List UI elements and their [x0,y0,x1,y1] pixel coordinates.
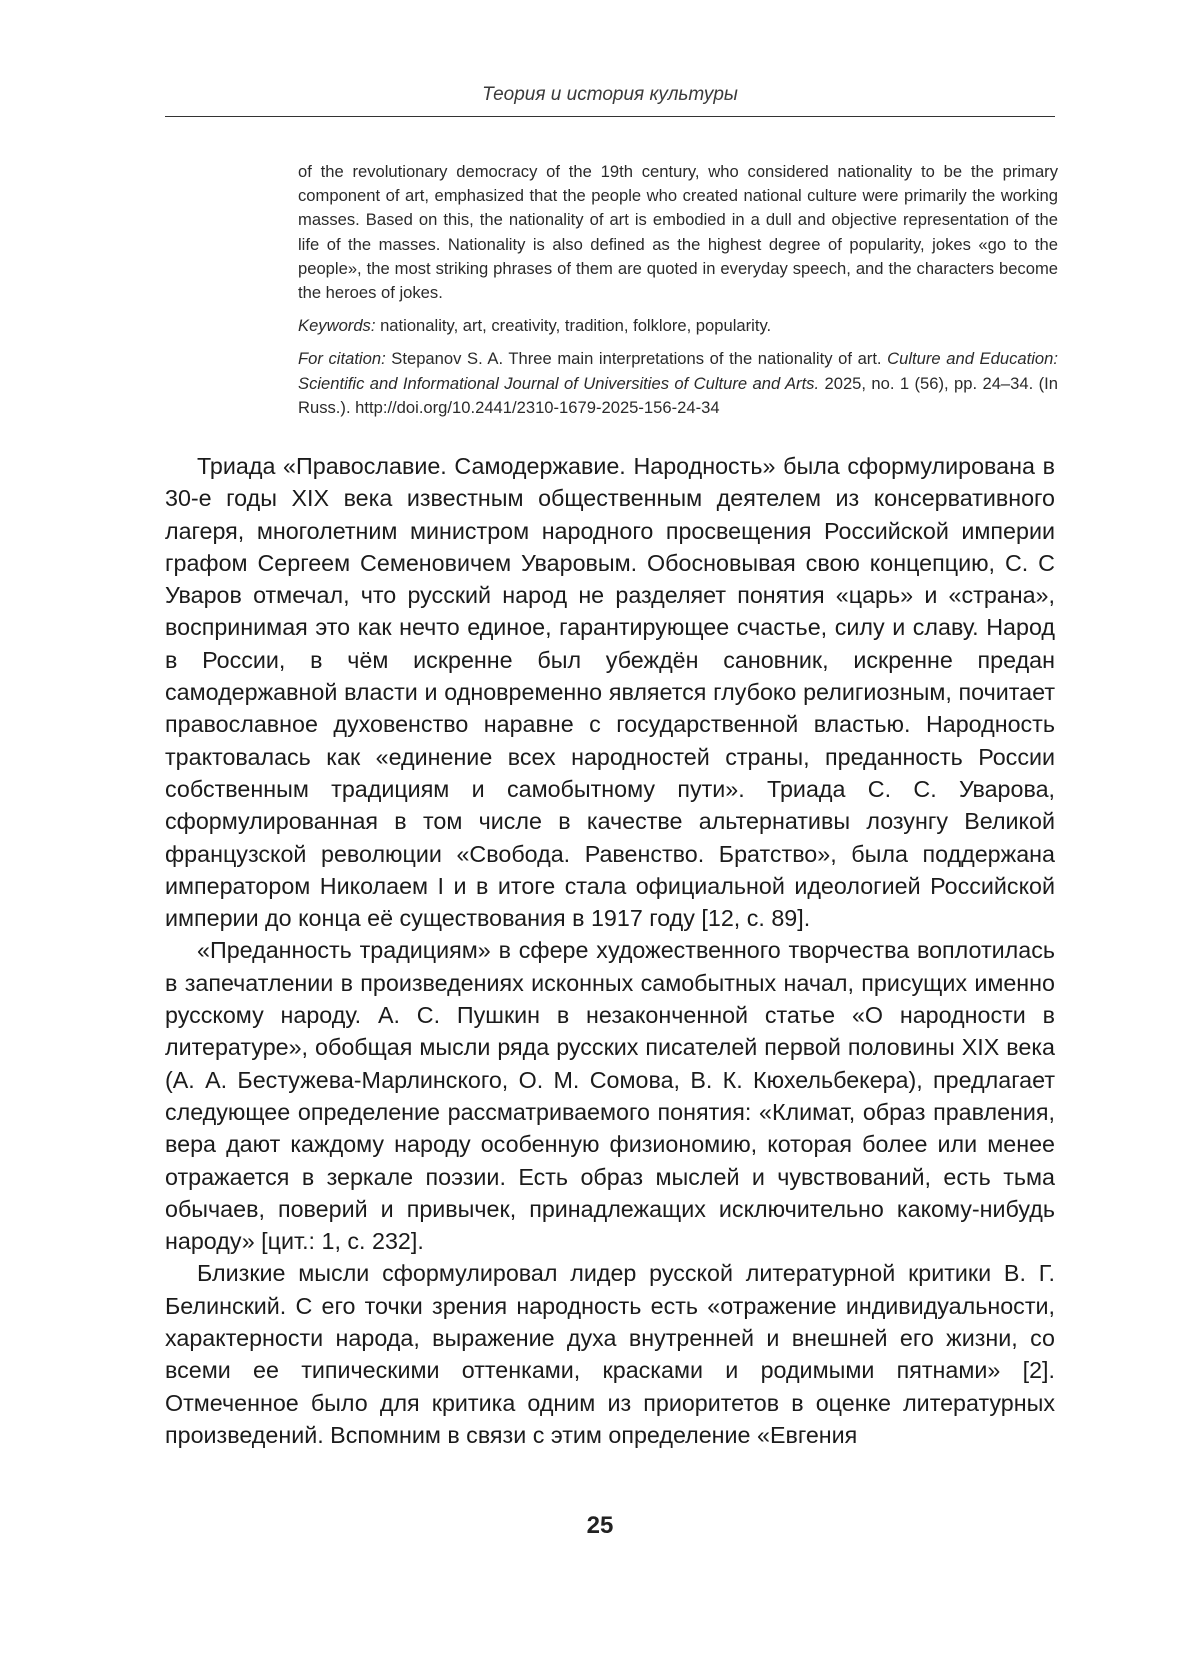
page-number: 25 [586,1512,614,1539]
keywords-text: nationality, art, creativity, tradition, folklore, popularity. [375,316,772,336]
abstract-block [298,160,1058,429]
citation-journal: Culture and Education: Scientific and Informational Journal of Universities of Culture and Arts. [298,349,1058,393]
running-header: Теория и история культуры [482,84,738,105]
citation-label: For citation: [298,349,386,369]
abstract-summary: of the revolutionary democracy of the 19th century, who considered nationality to be the primary component of art, emphasized that the people who created national culture were primarily the working masses. Based on this, the nationality of art is embodied in a dull and objective representation of the life of the masses. Nationality is also defined as the highest degree of popularity, jokes «go to the people», the most striking phrases of them are quoted in everyday speech, and the characters become the heroes of jokes. [298,162,1058,303]
keywords-line [298,314,1058,338]
article-body [165,450,1055,1451]
citation-line [298,347,1058,420]
citation-text: Stepanov S. A. Three main interpretations of the nationality of art. [385,349,888,369]
body-paragraph-3: Близкие мысли сформулировал лидер русской литературной критики В. Г. Белинский. С его точки зрения народность есть «отражение индивидуальности, характерности народа, выражение духа внутренней и внешней его жизни, со всеми ее типическими оттенками, красками и родимыми пятнами» [2]. Отмеченное было для критика одним из приоритетов в оценке литературных произведений. Вспомним в связи с этим определение «Евгения [165,1260,1055,1448]
citation-doi-link[interactable]: 2025, no. 1 (56), pp. 24–34. (In Russ.). http://doi.org/10.2441/2310-1679-2025-156-24-34 [298,373,1058,417]
keywords-label: Keywords: [298,316,376,336]
header-divider [165,116,1055,117]
body-paragraph-2: «Преданность традициям» в сфере художественного творчества воплотилась в запечатлении в произведениях исконных самобытных начал, присущих именно русскому народу. А. С. Пушкин в незаконченной статье «О народности в литературе», обобщая мысли ряда русских писателей первой половины XIX века (А. А. Бестужева-Марлинского, О. М. Сомова, В. К. Кюхельбекера), предлагает следующее определение рассматриваемого понятия: «Климат, образ правления, вера дают каждому народу особенную физиономию, которая более или менее отражается в зеркале поэзии. Есть образ мыслей и чувствований, есть тьма обычаев, поверий и привычек, принадлежащих исключительно какому-нибудь народу» [цит.: 1, с. 232]. [165,937,1055,1255]
body-paragraph-1: Триада «Православие. Самодержавие. Народность» была сформулирована в 30-е годы XIX века известным общественным деятелем из консервативного лагеря, многолетним министром народного просвещения Российской империи графом Сергеем Семеновичем Уваровым. Обосновывая свою концепцию, С. С Уваров отмечал, что русский народ не разделяет понятия «царь» и «страна», воспринимая это как нечто единое, гарантирующее счастье, силу и славу. Народ в России, в чём искренне был убеждён сановник, искренне предан самодержавной власти и одновременно является глубоко религиозным, почитает православное духовенство наравне с государственной властью. Народность трактовалась как «единение всех народностей страны, преданность России собственным традициям и самобытному пути». Триада С. С. Уварова, сформулированная в том числе в качестве альтернативы лозунгу Великой французской революции «Свобода. Равенство. Братство», была поддержана императором Николаем I и в итоге стала официальной идеологией Российской империи до конца её существования в 1917 году [12, с. 89]. [165,453,1055,932]
